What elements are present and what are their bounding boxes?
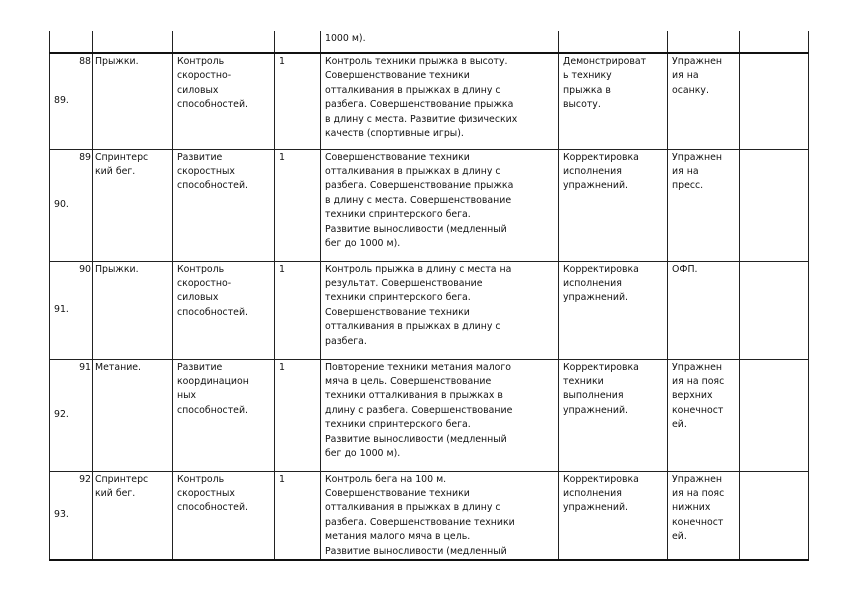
- lesson-type-cell: Развитие скоростных способностей.: [173, 149, 275, 261]
- activity-cell: Корректировка исполнения упражнений.: [559, 471, 668, 560]
- activity-cell: Демонстрироват ь технику прыжка в высоту.: [559, 53, 668, 149]
- hours-cell: 1: [275, 261, 321, 359]
- table-row: [50, 261, 809, 359]
- topic-cell: Спринтерс кий бег.: [93, 471, 173, 560]
- homework-cell: Упражнен ия на пояс верхних конечност ей.: [668, 359, 740, 471]
- table-row: [50, 149, 809, 261]
- lesson-plan-sheet: [49, 31, 809, 561]
- lesson-type-cell: [173, 31, 275, 53]
- homework-cell: Упражнен ия на пояс нижних конечност ей.: [668, 471, 740, 560]
- hours-cell: [275, 31, 321, 53]
- row-number-cell: [50, 359, 93, 471]
- extra-cell: [740, 261, 809, 359]
- topic-cell: Прыжки.: [93, 53, 173, 149]
- lesson-type-cell: Контроль скоростно- силовых способностей.: [173, 53, 275, 149]
- extra-cell: [740, 149, 809, 261]
- row-number-cell: [50, 471, 93, 560]
- lesson-number: 91: [79, 361, 91, 373]
- lesson-type-cell: Контроль скоростно- силовых способностей.: [173, 261, 275, 359]
- lesson-type-cell: Контроль скоростных способностей.: [173, 471, 275, 560]
- homework-cell: ОФП.: [668, 261, 740, 359]
- table-row: [50, 471, 809, 560]
- row-number: 89.: [54, 95, 69, 107]
- topic-cell: [93, 31, 173, 53]
- lesson-number: 88: [79, 56, 91, 67]
- row-number: 91.: [54, 303, 69, 315]
- activity-cell: [559, 31, 668, 53]
- hours-cell: 1: [275, 149, 321, 261]
- content-cell: Контроль техники прыжка в высоту. Совершенствование техники отталкивания в прыжках в длину с разбега. Совершенствование прыжка в длину с места. Развитие физических качеств (спортивные игры).: [321, 53, 559, 149]
- lesson-number: 92: [79, 473, 91, 485]
- row-number: 90.: [54, 198, 69, 210]
- topic-cell: Прыжки.: [93, 261, 173, 359]
- extra-cell: [740, 31, 809, 53]
- row-number-cell: [50, 31, 93, 53]
- activity-cell: Корректировка исполнения упражнений.: [559, 261, 668, 359]
- activity-cell: Корректировка исполнения упражнений.: [559, 149, 668, 261]
- hours-cell: 1: [275, 471, 321, 560]
- extra-cell: [740, 471, 809, 560]
- row-number-cell: [50, 149, 93, 261]
- content-cell: Контроль прыжка в длину с места на результат. Совершенствование техники спринтерского бега. Совершенствование техники отталкивания в прыжках в длину с разбега.: [321, 261, 559, 359]
- row-number-cell: [50, 261, 93, 359]
- extra-cell: [740, 359, 809, 471]
- extra-cell: [740, 53, 809, 149]
- lesson-plan-table: [49, 31, 809, 561]
- content-cell: 1000 м).: [321, 31, 559, 53]
- content-cell: Контроль бега на 100 м. Совершенствование техники отталкивания в прыжках в длину с разбега. Совершенствование техники метания малого мяча в цель. Развитие выносливости (медленный: [321, 471, 559, 560]
- hours-cell: 1: [275, 359, 321, 471]
- content-cell: Совершенствование техники отталкивания в прыжках в длину с разбега. Совершенствование прыжка в длину с места. Совершенствование техники спринтерского бега. Развитие выносливости (медленный бег до 1000 м).: [321, 149, 559, 261]
- lesson-number: 89: [79, 151, 91, 163]
- row-number: 93.: [54, 509, 69, 521]
- table-row: [50, 31, 809, 53]
- homework-cell: [668, 31, 740, 53]
- content-cell: Повторение техники метания малого мяча в цель. Совершенствование техники отталкивания в прыжках в длину с разбега. Совершенствование техники спринтерского бега. Развитие выносливости (медленный бег до 1000 м).: [321, 359, 559, 471]
- homework-cell: Упражнен ия на пресс.: [668, 149, 740, 261]
- topic-cell: Спринтерс кий бег.: [93, 149, 173, 261]
- lesson-type-cell: Развитие координацион ных способностей.: [173, 359, 275, 471]
- lesson-number: 90: [79, 263, 91, 275]
- topic-cell: Метание.: [93, 359, 173, 471]
- row-number: 92.: [54, 408, 69, 420]
- row-number-cell: [50, 53, 93, 149]
- table-row: [50, 359, 809, 471]
- homework-cell: Упражнен ия на осанку.: [668, 53, 740, 149]
- activity-cell: Корректировка техники выполнения упражнений.: [559, 359, 668, 471]
- hours-cell: 1: [275, 53, 321, 149]
- table-row: [50, 53, 809, 149]
